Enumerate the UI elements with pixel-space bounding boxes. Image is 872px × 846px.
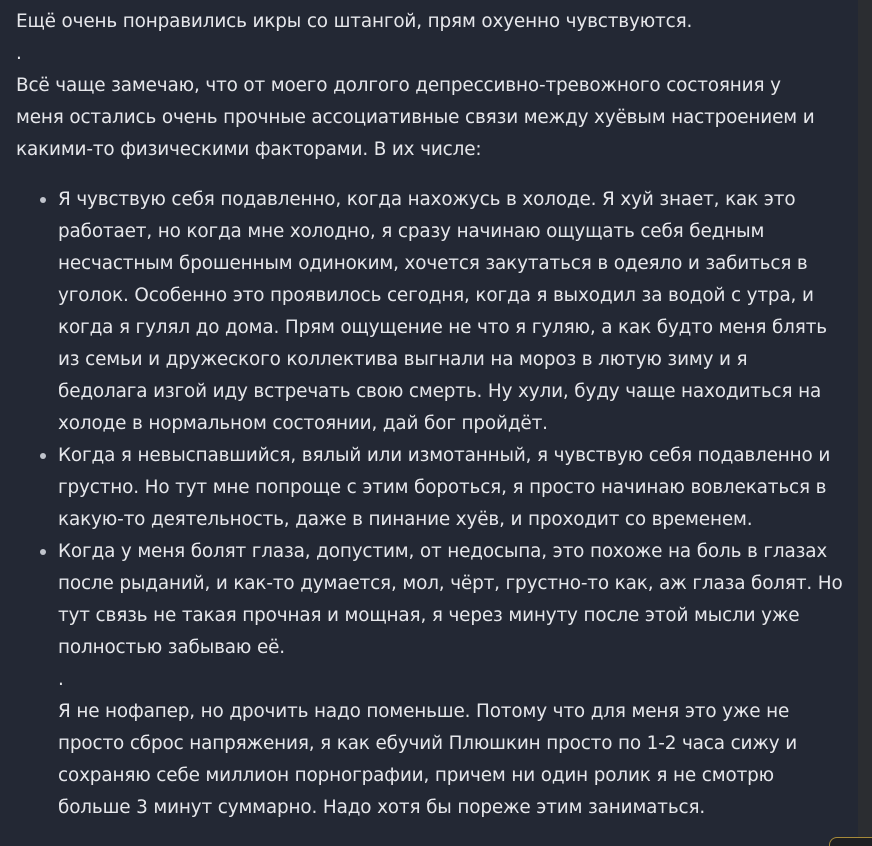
bullet-list bbox=[16, 184, 856, 824]
text-line: уголок. Особенно это проявилось сегодня, когда я выходил за водой с утра, и bbox=[58, 285, 814, 306]
text-line: меня остались очень прочные ассоциативные связи между хуёвым настроением и bbox=[16, 107, 815, 128]
bullet-item-cold bbox=[58, 184, 856, 440]
paragraph-gap bbox=[16, 166, 856, 184]
text-line: . bbox=[16, 43, 22, 64]
text-line: сохраняю себе миллион порнографии, причем ни один ролик я не смотрю bbox=[58, 765, 774, 786]
text-line: холоде в нормальном состоянии, дай бог пройдёт. bbox=[58, 413, 548, 434]
text-line: Когда у меня болят глаза, допустим, от недосыпа, это похоже на боль в глазах bbox=[58, 541, 828, 562]
bullet-icon bbox=[40, 549, 46, 555]
text-line: больше 3 минут суммарно. Надо хотя бы пореже этим заниматься. bbox=[58, 797, 706, 818]
text-line: какую-то деятельность, даже в пинание хуёв, и проходит со временем. bbox=[58, 509, 753, 530]
text-line: грустно. Но тут мне попроще с этим бороться, я просто начинаю вовлекаться в bbox=[58, 477, 827, 498]
bullet-item-tired bbox=[58, 440, 856, 536]
corner-widget[interactable] bbox=[829, 837, 872, 846]
text-line: когда я гулял до дома. Прям ощущение не что я гуляю, а как будто меня блять bbox=[58, 317, 827, 338]
bullet-icon bbox=[40, 197, 46, 203]
text-line: работает, но когда мне холодно, я сразу начинаю ощущать себя бедным bbox=[58, 221, 765, 242]
text-line: просто сброс напряжения, я как ебучий Плюшкин просто по 1-2 часа сижу и bbox=[58, 733, 797, 754]
note-content[interactable] bbox=[16, 6, 856, 824]
text-line: несчастным брошенным одиноким, хочется закутаться в одеяло и забиться в bbox=[58, 253, 808, 274]
text-line: после рыданий, и как-то думается, мол, чёрт, грустно-то как, аж глаза болят. Но bbox=[58, 573, 843, 594]
bullet-item-eyes bbox=[58, 536, 856, 824]
text-line: Я чувствую себя подавленно, когда нахожусь в холоде. Я хуй знает, как это bbox=[58, 189, 796, 210]
text-line: Ещё очень понравились икры со штангой, прям охуенно чувствуются. bbox=[16, 11, 693, 32]
text-line: тут связь не такая прочная и мощная, я через минуту после этой мысли уже bbox=[58, 605, 800, 626]
text-line: полностью забываю её. bbox=[58, 637, 285, 658]
bullet-icon bbox=[40, 453, 46, 459]
text-line: из семьи и дружеского коллектива выгнали на мороз в лютую зиму и я bbox=[58, 349, 748, 370]
text-line: Когда я невыспавшийся, вялый или измотанный, я чувствую себя подавленно и bbox=[58, 445, 831, 466]
paragraph-2 bbox=[16, 38, 856, 70]
paragraph-3 bbox=[16, 70, 856, 166]
paragraph-1 bbox=[16, 6, 856, 38]
scrollbar[interactable] bbox=[858, 0, 872, 846]
text-line: . bbox=[58, 669, 64, 690]
text-line: Всё чаще замечаю, что от моего долгого депрессивно-тревожного состояния у bbox=[16, 75, 781, 96]
text-line: какими-то физическими факторами. В их числе: bbox=[16, 139, 482, 160]
text-line: бедолага изгой иду встречать свою смерть. Ну хули, буду чаще находиться на bbox=[58, 381, 822, 402]
text-line: Я не нофапер, но дрочить надо поменьше. Потому что для меня это уже не bbox=[58, 701, 790, 722]
